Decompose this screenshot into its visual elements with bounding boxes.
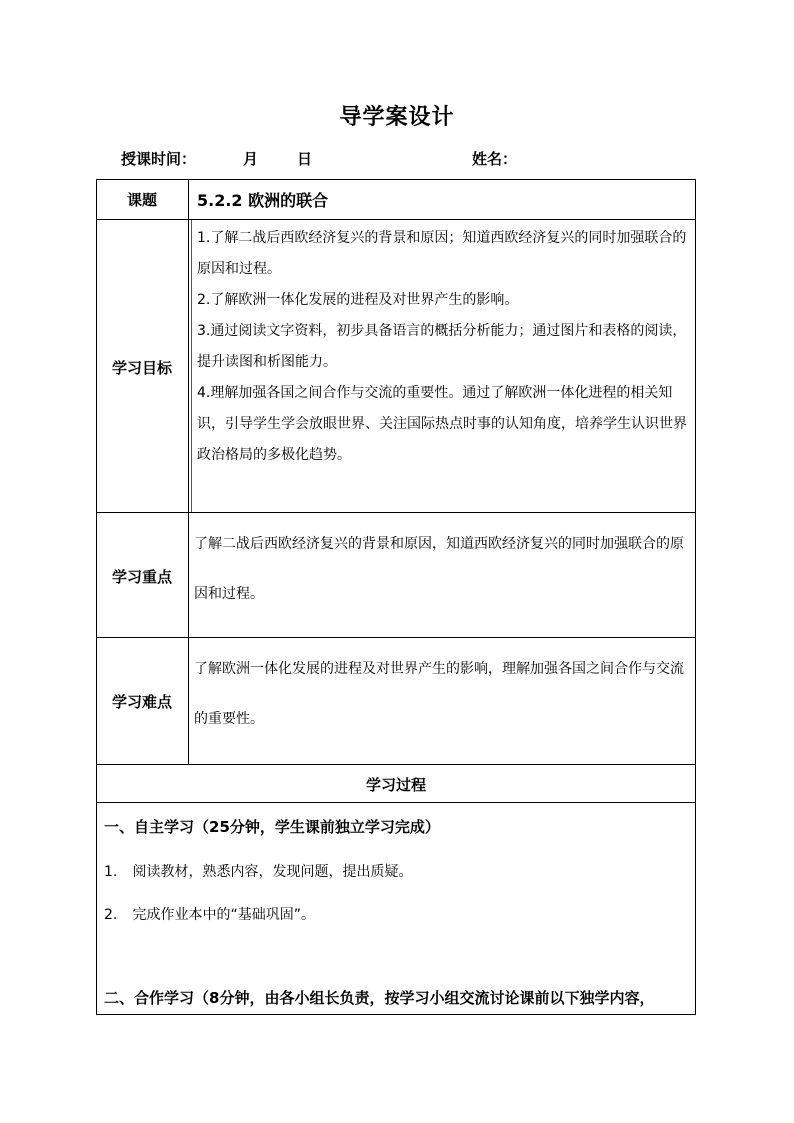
day-label: 日: [297, 150, 313, 168]
column-divider-inner: [191, 219, 192, 512]
header-line: [0, 148, 794, 170]
objective-item: 3.通过阅读文字资料，初步具备语言的概括分析能力；通过图片和表格的阅读，提升读图和析图能力。: [197, 323, 687, 370]
row-divider-2: [96, 512, 696, 513]
objectives-label: 学习目标: [111, 359, 172, 377]
difficult-points-text: 了解欧洲一体化发展的进程及对世界产生的影响，理解加强各国之间合作与交流的重要性。: [194, 661, 684, 727]
table-border-right: [695, 179, 696, 1015]
month-label: 月: [243, 150, 259, 168]
lesson-table: [96, 179, 696, 1015]
page-title: 导学案设计: [339, 105, 455, 130]
section1-item-text: 完成作业本中的“基础巩固”。: [132, 907, 315, 923]
process-label: 学习过程: [365, 776, 426, 794]
column-divider: [188, 179, 189, 764]
name-label: 姓名：: [472, 150, 518, 168]
row-divider-3: [96, 637, 696, 638]
objectives-list: [197, 223, 691, 471]
table-border-left: [96, 179, 97, 1015]
key-points-label: 学习重点: [111, 568, 172, 586]
section1-item: [104, 861, 412, 881]
row-divider-5: [96, 802, 696, 803]
objective-item: 2.了解欧洲一体化发展的进程及对世界产生的影响。: [197, 292, 519, 308]
section2-heading: 二、合作学习（8分钟，由各小组长负责，按学习小组交流讨论课前以下独学内容，: [104, 989, 655, 1007]
row-divider-1: [96, 219, 696, 220]
objective-item: 1.了解二战后西欧经济复兴的背景和原因；知道西欧经济复兴的同时加强联合的原因和过程。: [197, 230, 687, 277]
row-divider-4: [96, 764, 696, 765]
topic-value: 5.2.2 欧洲的联合: [197, 191, 329, 210]
table-border-bottom: [96, 1014, 696, 1015]
section1-item-number: 1.: [104, 864, 118, 880]
difficult-points-label: 学习难点: [111, 693, 172, 711]
topic-label: 课题: [126, 191, 157, 209]
section1-item: [104, 904, 315, 924]
time-label: 授课时间：: [121, 150, 197, 168]
table-border-top: [96, 179, 696, 180]
objective-item: 4.理解加强各国之间合作与交流的重要性。通过了解欧洲一体化进程的相关知识，引导学生学会放眼世界、关注国际热点时事的认知角度，培养学生认识世界政治格局的多极化趋势。: [197, 385, 687, 463]
section1-item-number: 2.: [104, 907, 118, 923]
section1-item-text: 阅读教材，熟悉内容，发现问题，提出质疑。: [132, 864, 413, 880]
key-points-text: 了解二战后西欧经济复兴的背景和原因，知道西欧经济复兴的同时加强联合的原因和过程。: [194, 536, 684, 602]
section1-heading: 一、自主学习（25分钟，学生课前独立学习完成）: [104, 818, 440, 836]
